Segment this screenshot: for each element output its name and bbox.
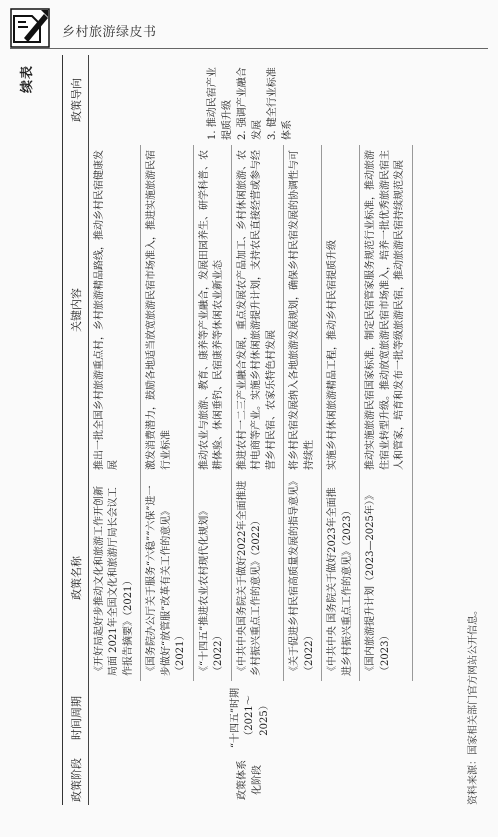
- col-header-guide: 政策导向: [66, 55, 88, 145]
- policy-name-cell: 《关于促进乡村民宿高质量发展的指导意见》（2022）: [284, 475, 322, 681]
- book-logo-icon: [10, 8, 50, 48]
- table-caption-area: [10, 55, 62, 805]
- col-header-policy-name: 政策名称: [66, 475, 88, 681]
- policy-name-cell: 《中共中央国务院关于做好2022年全面推进乡村振兴重点工作的意见》（2022）: [231, 475, 284, 681]
- guide-item: 3. 健全行业标准体系: [267, 67, 293, 140]
- policy-table: [66, 55, 413, 805]
- policy-name-cell: 《国内旅游提升计划（2023—2025年）》（2023）: [360, 475, 413, 681]
- page-header: [10, 6, 488, 50]
- content-cell: 实施乡村休闲旅游精品工程，推动乡村民宿提质升级: [322, 145, 360, 475]
- policy-name-cell: 《国务院办公厅关于服务“六稳”“六保”进一步做好“放管服”改革有关工作的意见》（2021）: [141, 475, 194, 681]
- policy-name-cell: 《“十四五”推进农业农村现代化规划》（2022）: [193, 475, 231, 681]
- content-cell: 将乡村民宿发展纳入各地旅游发展规划，确保乡村民宿发展的协调性与可持续性: [284, 145, 322, 475]
- content-cell: 激发消费潜力，鼓励各地适当放宽旅游民宿市场准入，推进实施旅游民宿行业标准: [141, 145, 194, 475]
- stage-cell: 政策体系化阶段: [237, 760, 263, 800]
- guide-list: [206, 60, 295, 140]
- col-header-content: 关键内容: [66, 145, 88, 475]
- rotated-table-frame: [10, 55, 488, 805]
- col-header-period: 时间周期: [66, 681, 88, 755]
- book-title: 乡村旅游绿皮书: [62, 25, 157, 40]
- policy-name-cell: 《中共中央 国务院关于做好2023年全面推进乡村振兴重点工作的意见》（2023）: [322, 475, 360, 681]
- period-cell: “十四五”时期（2021～2025）: [229, 687, 270, 749]
- guide-cell: [88, 55, 412, 145]
- guide-item: 1. 推动民宿产业提质升级: [207, 67, 233, 140]
- policy-name-cell: 《开好局起好步推动文化和旅游工作开创新局面 2021年全国文化和旅游厅局长会议工作报告摘要》（2021）: [88, 475, 141, 681]
- source-note: 资料来源：国家相关部门官方网站公开信息。: [468, 605, 479, 805]
- table-row: [88, 55, 141, 805]
- header-rule: [10, 48, 488, 49]
- col-header-stage: 政策阶段: [66, 755, 88, 805]
- content-cell: 推进农村一二三产业融合发展，重点发展农产品加工、乡村休闲旅游、农村电商等产业。实施乡村休闲旅游提升计划，支持农民直接经营或参与经营乡村民宿、农家乐特色村发展: [231, 145, 284, 475]
- content-cell: 推动实施旅游民宿国家标准，制定民宿管家服务规范行业标准，推动旅游住宿业转型升级。推动放宽旅游民宿市场准入，培养一批优秀旅游民宿主人和管家，培育和发布一批等级旅游民宿，推动旅游民宿持续规范发展: [360, 145, 413, 475]
- caption-rule: [62, 55, 63, 805]
- guide-item: 2. 强调产业融合发展: [237, 67, 263, 140]
- content-cell: 推出一批全国乡村旅游重点村，乡村旅游精品路线，推动乡村民宿健康发展: [88, 145, 141, 475]
- table-header-row: [66, 55, 88, 805]
- content-cell: 推动农业与旅游、教育、康养等产业融合，发展田园养生、研学科普、农耕体验、休闲垂钓、民宿康养等休闲农业新业态: [193, 145, 231, 475]
- table-caption: 续表: [20, 65, 35, 94]
